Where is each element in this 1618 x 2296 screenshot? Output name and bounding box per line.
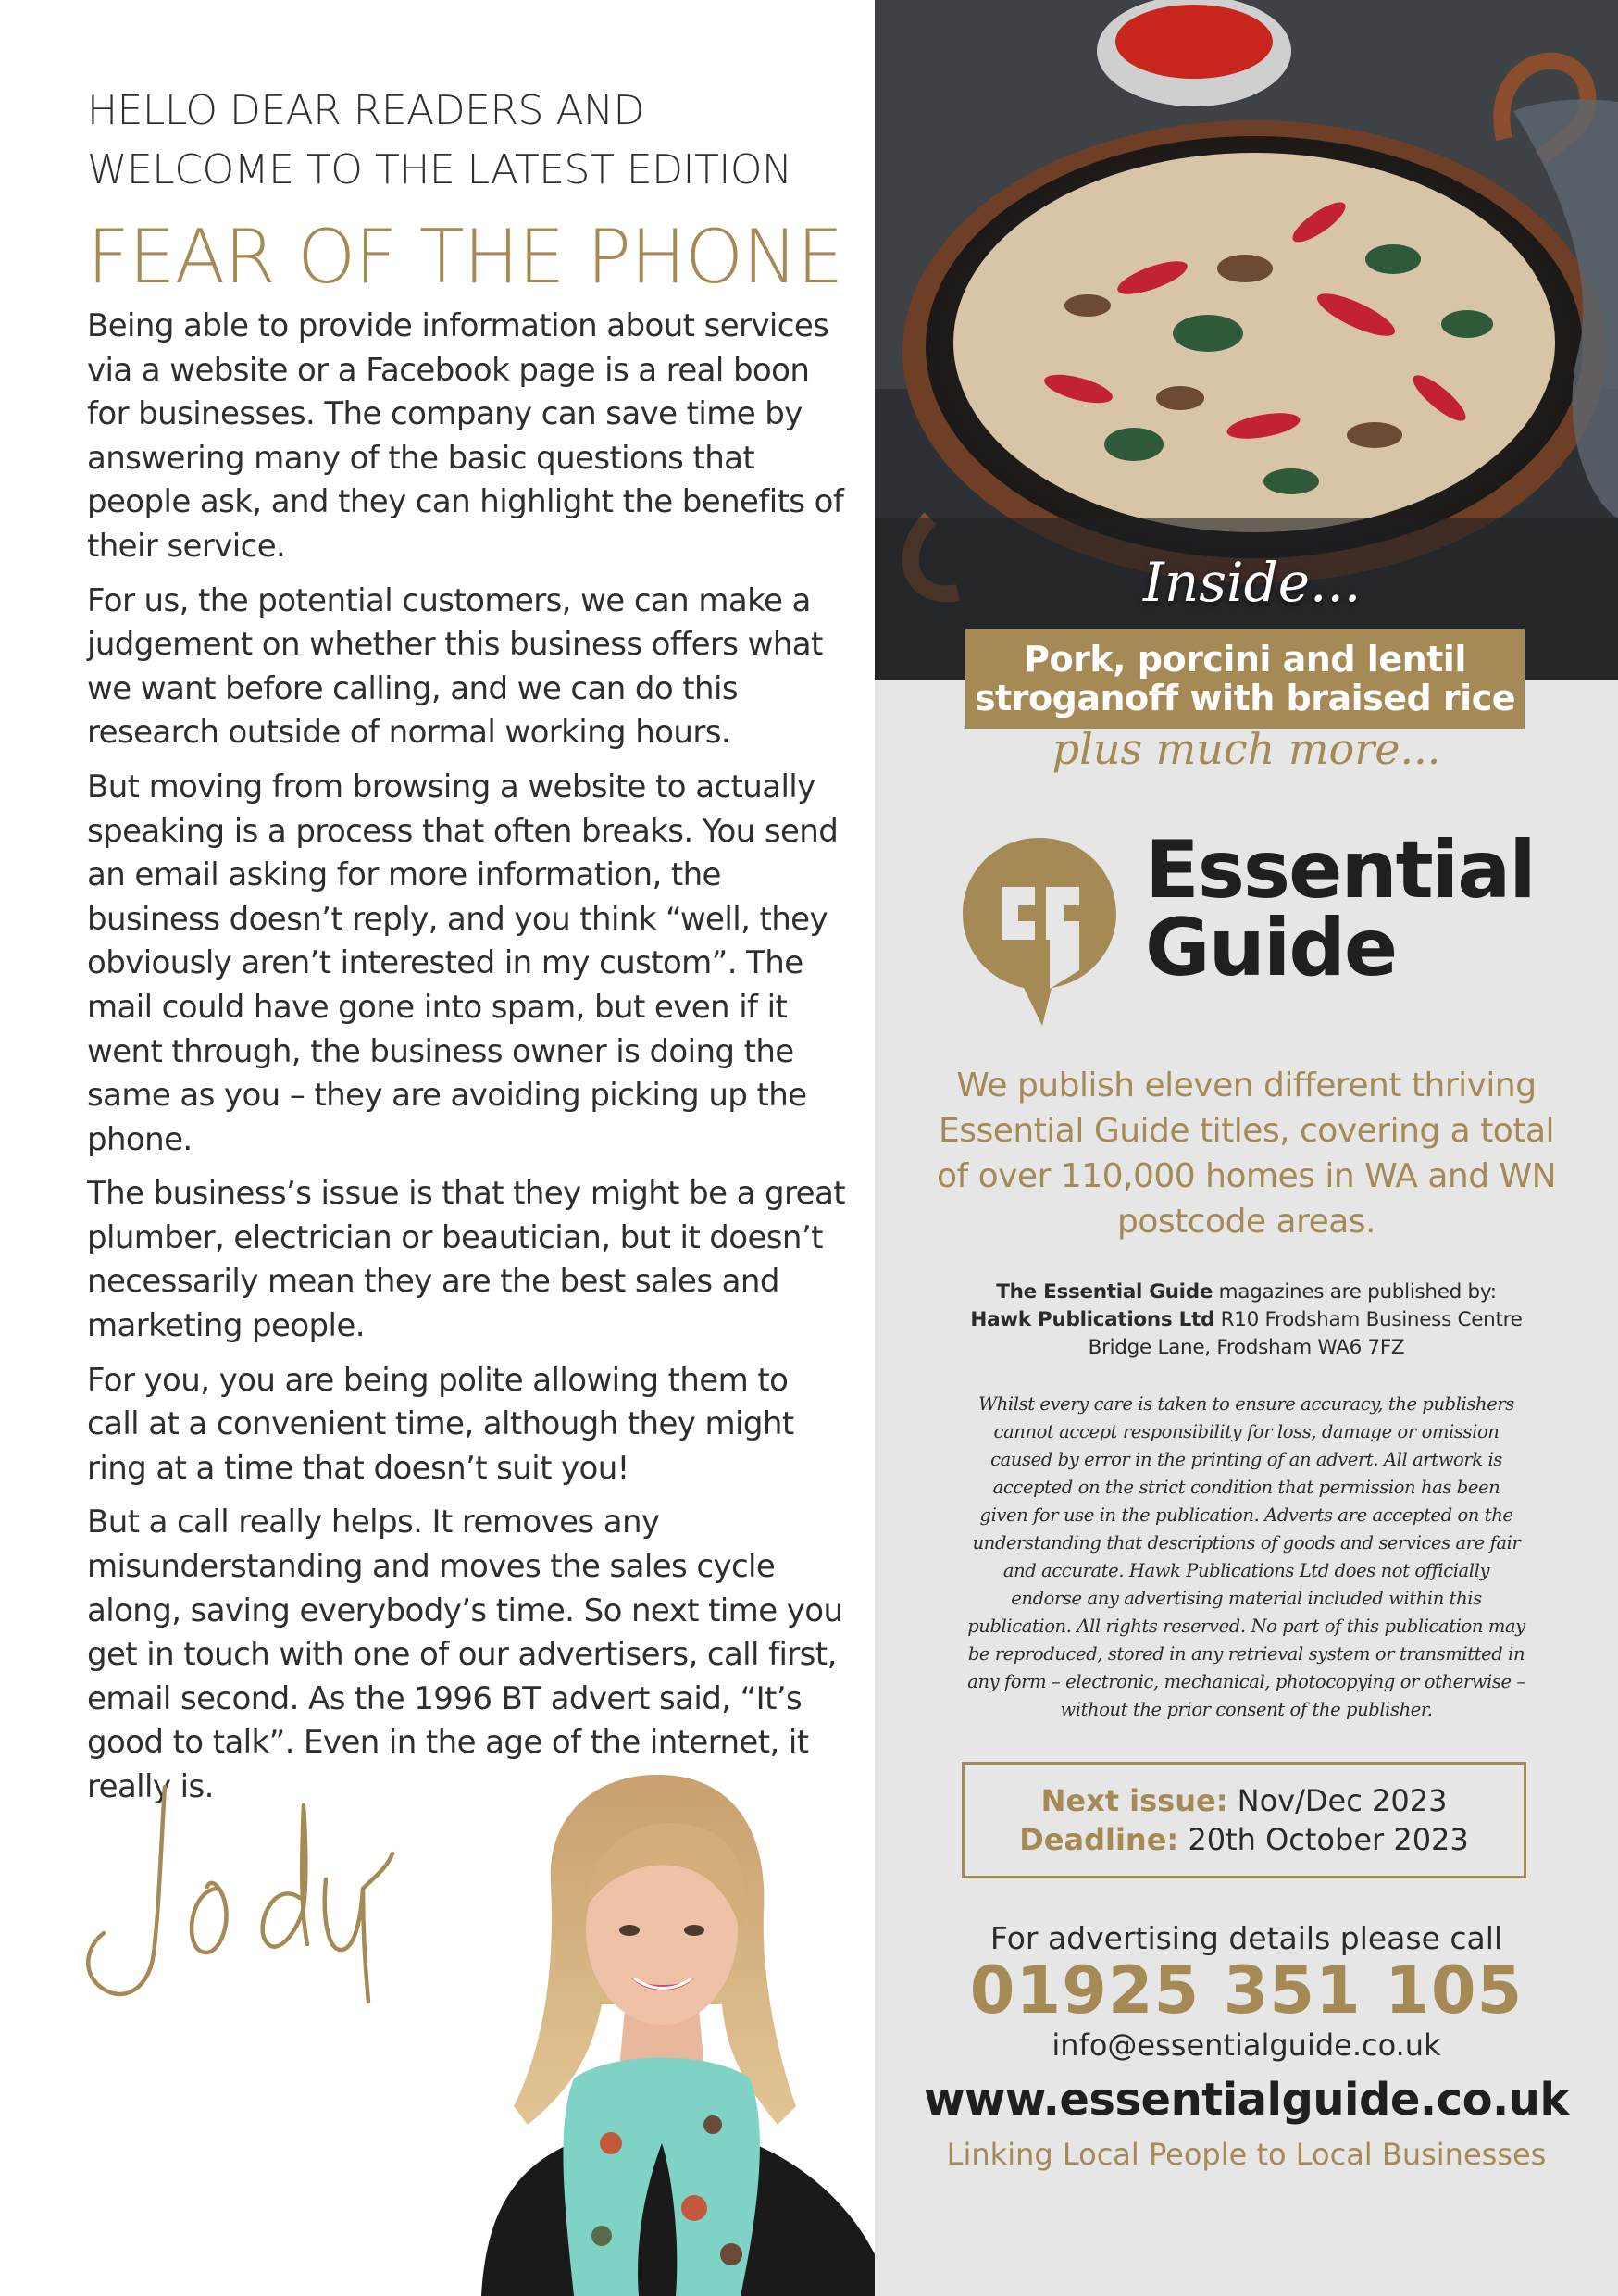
brand-name-line-1: Essential (1145, 824, 1535, 917)
publisher-info (912, 1279, 1581, 1362)
website-link[interactable]: www.essentialguide.co.uk (924, 2074, 1569, 2126)
article-paragraph-1: Being able to provide information about services via a website or a Facebook page is a real boon for businesses. The company can save time by answering many of the basic questions that people ask, and they can highlight the benefits of their service. (87, 307, 844, 565)
brand-name (1145, 824, 1535, 994)
next-issue-line (1041, 1781, 1448, 1820)
publisher-address-1: R10 Frodsham Business Centre (1214, 1308, 1523, 1331)
publisher-company-bold: Hawk Publications Ltd (970, 1308, 1215, 1331)
legal-disclaimer: Whilst every care is taken to ensure accuracy, the publishers cannot accept responsibility for loss, damage or omission caused by error in the printing of an advert. All artwork is accepted on the strict condition that permission has been given for use in the publication. Adverts are accepted on the understanding that descriptions of goods and services are fair and accurate. Hawk Publications Ltd does not officially endorse any advertising material included within this publication. All rights reserved. No part of this publication may be reproduced, stored in any retrieval system or transmitted in any form – electronic, mechanical, photocopying or otherwise – without the prior consent of the publisher. (967, 1393, 1525, 1720)
article-paragraph-4: The business’s issue is that they might be a great plumber, electrician or beautician, but it doesn’t necessarily mean they are the best sales and marketing people. (87, 1175, 845, 1345)
publisher-text-1: magazines are published by: (1213, 1280, 1497, 1304)
deadline-value: 20th October 2023 (1178, 1822, 1469, 1857)
greeting-line-1: HELLO DEAR READERS AND (87, 87, 644, 134)
deadline-label: Deadline: (1019, 1822, 1179, 1857)
deadline-line (1019, 1820, 1469, 1859)
email-address[interactable]: info@essentialguide.co.uk (1052, 2028, 1441, 2063)
inside-label: Inside... (1143, 551, 1362, 614)
article-paragraph-2: For us, the potential customers, we can make a judgement on whether this business offers what we want before calling, and we can do this research outside of normal working hours. (87, 581, 823, 752)
editor-signature (80, 1768, 478, 2018)
greeting-heading (87, 81, 865, 200)
plus-more-label: plus much more... (1052, 724, 1441, 774)
article-headline: FEAR OF THE PHONE (87, 214, 843, 300)
recipe-title-line-1: Pork, porcini and lentil (1024, 639, 1466, 680)
article-paragraph-5: For you, you are being polite allowing them to call at a convenient time, although they might ring at a time that doesn’t suit you! (87, 1361, 794, 1487)
publisher-address-2: Bridge Lane, Frodsham WA6 7FZ (1088, 1336, 1405, 1359)
article-paragraph-6: But a call really helps. It removes any misunderstanding and moves the sales cycle along, saving everybody’s time. So next time you get in touch with one of our advertisers, call first, email second. As the 1996 BT advert said, “It’s good to talk”. Even in the age of the internet, it really is. (87, 1504, 843, 1805)
recipe-title-line-2: stroganoff with braised rice (975, 678, 1515, 718)
article-body (87, 305, 846, 1820)
recipe-banner (965, 629, 1525, 729)
phone-number[interactable]: 01925 351 105 (969, 1953, 1524, 2028)
next-issue-box (962, 1762, 1526, 1878)
essential-guide-logo-icon (961, 836, 1118, 1026)
coverage-statement: We publish eleven different thriving Essential Guide titles, covering a total of over 110,000 homes in WA and WN postcode areas. (936, 1067, 1557, 1241)
advertising-label: For advertising details please call (989, 1920, 1503, 1956)
brand-name-line-2: Guide (1145, 902, 1397, 994)
publisher-name-bold: The Essential Guide (996, 1280, 1214, 1304)
greeting-line-2: WELCOME TO THE LATEST EDITION (87, 146, 792, 193)
next-issue-value: Nov/Dec 2023 (1227, 1783, 1448, 1818)
article-paragraph-3: But moving from browsing a website to actually speaking is a process that often breaks. You send an email asking for more information, the business doesn’t reply, and you think “well, they obviously aren’t interested in my custom”. The mail could have gone into spam, but even if it went through, the business owner is doing the same as you – they are avoiding picking up the phone. (87, 767, 839, 1158)
next-issue-label: Next issue: (1040, 1783, 1228, 1818)
info-column (875, 0, 1618, 2296)
editor-portrait (463, 1773, 875, 2296)
brand-tagline: Linking Local People to Local Businesses (946, 2137, 1547, 2172)
